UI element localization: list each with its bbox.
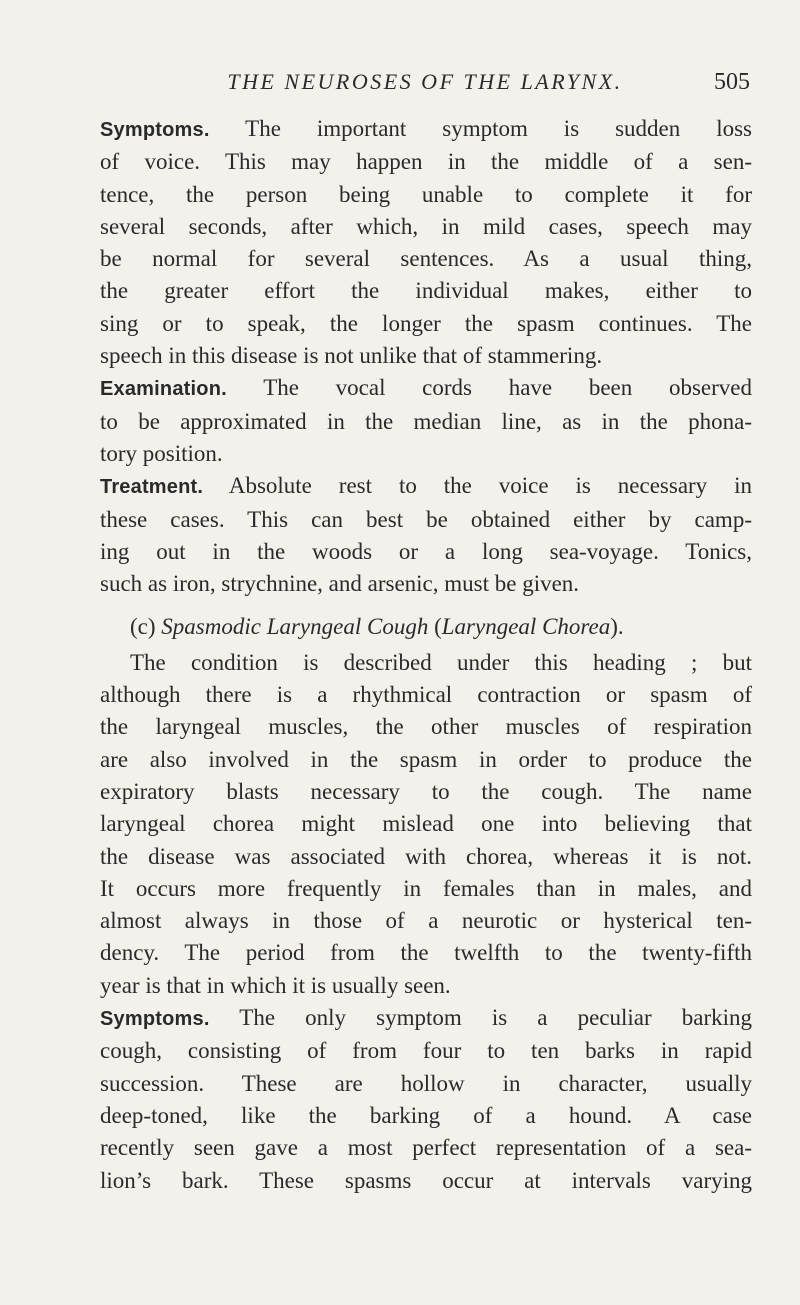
- text-line: dency. The period from the twelfth to the twenty-fifth: [100, 940, 752, 966]
- treatment-heading: Treatment.: [100, 476, 204, 499]
- text-line: the disease was associated with chorea, whereas it is not.: [100, 843, 752, 869]
- text-line: of voice. This may happen in the middle of a sen-: [100, 149, 752, 175]
- text-line: be normal for several sentences. As a usual thing,: [100, 246, 752, 272]
- text-line: deep-toned, like the barking of a hound. A case: [100, 1102, 752, 1128]
- text-line: several seconds, after which, in mild cases, speech may: [100, 213, 752, 239]
- body-text: [100, 113, 752, 1197]
- text-line: ing out in the woods or a long sea-voyage. Tonics,: [100, 538, 752, 564]
- text-line: are also involved in the spasm in order to produce the: [100, 746, 752, 772]
- text-line: Symptoms. The only symptom is a peculiar barking: [100, 1005, 752, 1031]
- section-title: (c) Spasmodic Laryngeal Cough (Laryngeal Chorea).: [130, 614, 624, 640]
- text-line: speech in this disease is not unlike that of stammering.: [100, 343, 603, 369]
- examination-paragraph: [100, 372, 752, 470]
- text-line: to be approximated in the median line, as in the phona-: [100, 408, 752, 434]
- section-title-text: Spasmodic Laryngeal Cough: [161, 614, 429, 640]
- running-title: THE NEUROSES OF THE LARYNX.: [227, 69, 623, 94]
- text-line: Treatment. Absolute rest to the voice is necessary in: [100, 473, 753, 499]
- text-line: the greater effort the individual makes, either to: [100, 278, 752, 304]
- text-line: although there is a rhythmical contraction or spasm of: [100, 682, 752, 708]
- symptoms-paragraph: [100, 113, 752, 372]
- text-line: the laryngeal muscles, the other muscles of respiration: [100, 714, 752, 740]
- text-line: these cases. This can best be obtained either by camp-: [100, 506, 752, 532]
- text-line: succession. These are hollow in character, usually: [100, 1070, 752, 1096]
- description-paragraph: [100, 647, 752, 1002]
- text-line: tence, the person being unable to complete it for: [100, 181, 752, 207]
- text-line: almost always in those of a neurotic or hysterical ten-: [100, 908, 752, 934]
- text-line: tory position.: [100, 440, 223, 466]
- section-prefix: (c): [130, 614, 156, 640]
- text-line: Symptoms. The important symptom is sudden loss: [100, 116, 752, 141]
- text-line: sing or to speak, the longer the spasm continues. The: [100, 310, 752, 336]
- section-subtitle: Laryngeal Chorea: [441, 614, 611, 640]
- running-head: [100, 62, 750, 102]
- examination-heading: Examination.: [100, 378, 227, 401]
- text-line: The condition is described under this heading ; but: [130, 649, 752, 675]
- text-line: such as iron, strychnine, and arsenic, must be given.: [100, 571, 580, 597]
- text-line: year is that in which it is usually seen.: [100, 972, 451, 998]
- text-line: Examination. The vocal cords have been observed: [100, 375, 752, 401]
- text-line: cough, consisting of from four to ten barks in rapid: [100, 1038, 752, 1064]
- text-line: laryngeal chorea might mislead one into believing that: [100, 811, 752, 837]
- text-line: expiratory blasts necessary to the cough. The name: [100, 778, 752, 804]
- symptoms-heading: Symptoms.: [100, 1008, 210, 1031]
- symptoms-heading: Symptoms.: [100, 119, 210, 141]
- text-line: lion’s bark. These spasms occur at intervals varying: [100, 1167, 752, 1193]
- cough-symptoms-paragraph: [100, 1002, 752, 1197]
- text-line: It occurs more frequently in females than in males, and: [100, 875, 752, 901]
- page-number: 505: [714, 69, 750, 95]
- treatment-paragraph: [100, 470, 752, 600]
- text-line: recently seen gave a most perfect representation of a sea-: [100, 1135, 752, 1161]
